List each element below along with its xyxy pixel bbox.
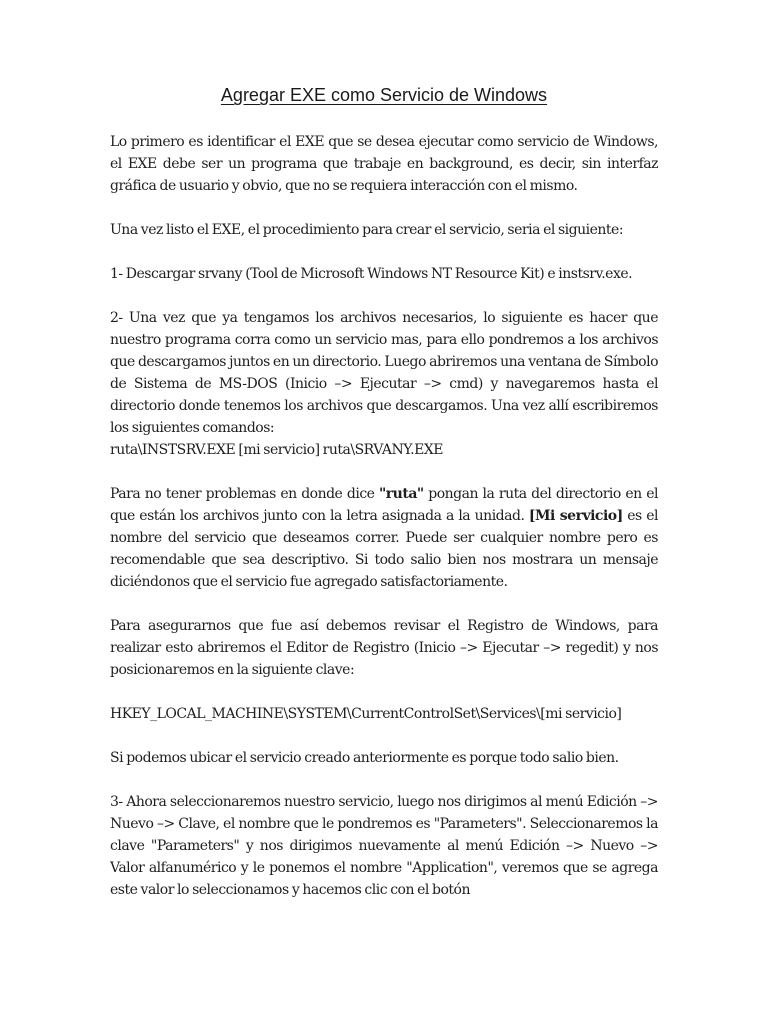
- paragraph-step-2: [110, 307, 658, 461]
- paragraph-procedure: Una vez listo el EXE, el procedimiento para crear el servicio, seria el siguiente:: [110, 222, 624, 238]
- paragraph-verify: Si podemos ubicar el servicio creado anteriormente es porque todo salio bien.: [110, 750, 619, 766]
- document-title: Agregar EXE como Servicio de Windows: [220, 85, 548, 105]
- ruta-keyword: "ruta": [379, 486, 424, 502]
- paragraph-intro: Lo primero es identificar el EXE que se desea ejecutar como servicio de Windows, el EXE debe ser un programa que trabaje en background, es decir, sin interfaz gráfica de usuario y obvio, que no se requiera interacción con el mismo.: [110, 134, 658, 194]
- document-body: [110, 131, 658, 923]
- paragraph-step-3: 3- Ahora seleccionaremos nuestro servicio, luego nos dirigimos al menú Edición –> Nuevo –> Clave, el nombre que le pondremos es "Parameters". Seleccionaremos la clave "Parameters" y nos dirigimos nuevamente al menú Edición –> Nuevo –> Valor alfanumérico y le ponemos el nombre "Application", veremos que se agrega este valor lo seleccionamos y hacemos clic con el botón: [110, 794, 658, 898]
- paragraph-step-1: 1- Descargar srvany (Tool de Microsoft Windows NT Resource Kit) e instsrv.exe.: [110, 266, 633, 282]
- ruta-text-start: Para no tener problemas en donde dice: [110, 486, 380, 502]
- mi-servicio-keyword: [Mi servicio]: [528, 508, 623, 524]
- paragraph-registry: Para asegurarnos que fue así debemos revisar el Registro de Windows, para realizar esto abriremos el Editor de Registro (Inicio –> Ejecutar –> regedit) y nos posicionaremos en la siguiente clave:: [110, 618, 658, 678]
- ruta-text-end: es el nombre del servicio que deseamos correr. Puede ser cualquier nombre pero es recomendable que sea descriptivo. Si todo salio bien nos mostrara un mensaje diciéndonos que el servicio fue agregado satisfactoriamente.: [110, 508, 658, 590]
- paragraph-ruta-explanation: [110, 483, 658, 593]
- ruta-text-middle: pongan la ruta del directorio en el que están los archivos junto con la letra asignada a la unidad.: [110, 486, 658, 524]
- registry-key-path: HKEY_LOCAL_MACHINE\SYSTEM\CurrentControlSet\Services\[mi servicio]: [110, 706, 622, 722]
- command-line: ruta\INSTSRV.EXE [mi servicio] ruta\SRVANY.EXE: [110, 442, 444, 458]
- step-2-text: 2- Una vez que ya tengamos los archivos necesarios, lo siguiente es hacer que nuestro programa corra como un servicio mas, para ello pondremos a los archivos que descargamos juntos en un directorio. Luego abriremos una ventana de Símbolo de Sistema de MS-DOS (Inicio –> Ejecutar –> cmd) y navegaremos hasta el directorio donde tenemos los archivos que descargamos. Una vez allí escribiremos los siguientes comandos:: [110, 310, 658, 436]
